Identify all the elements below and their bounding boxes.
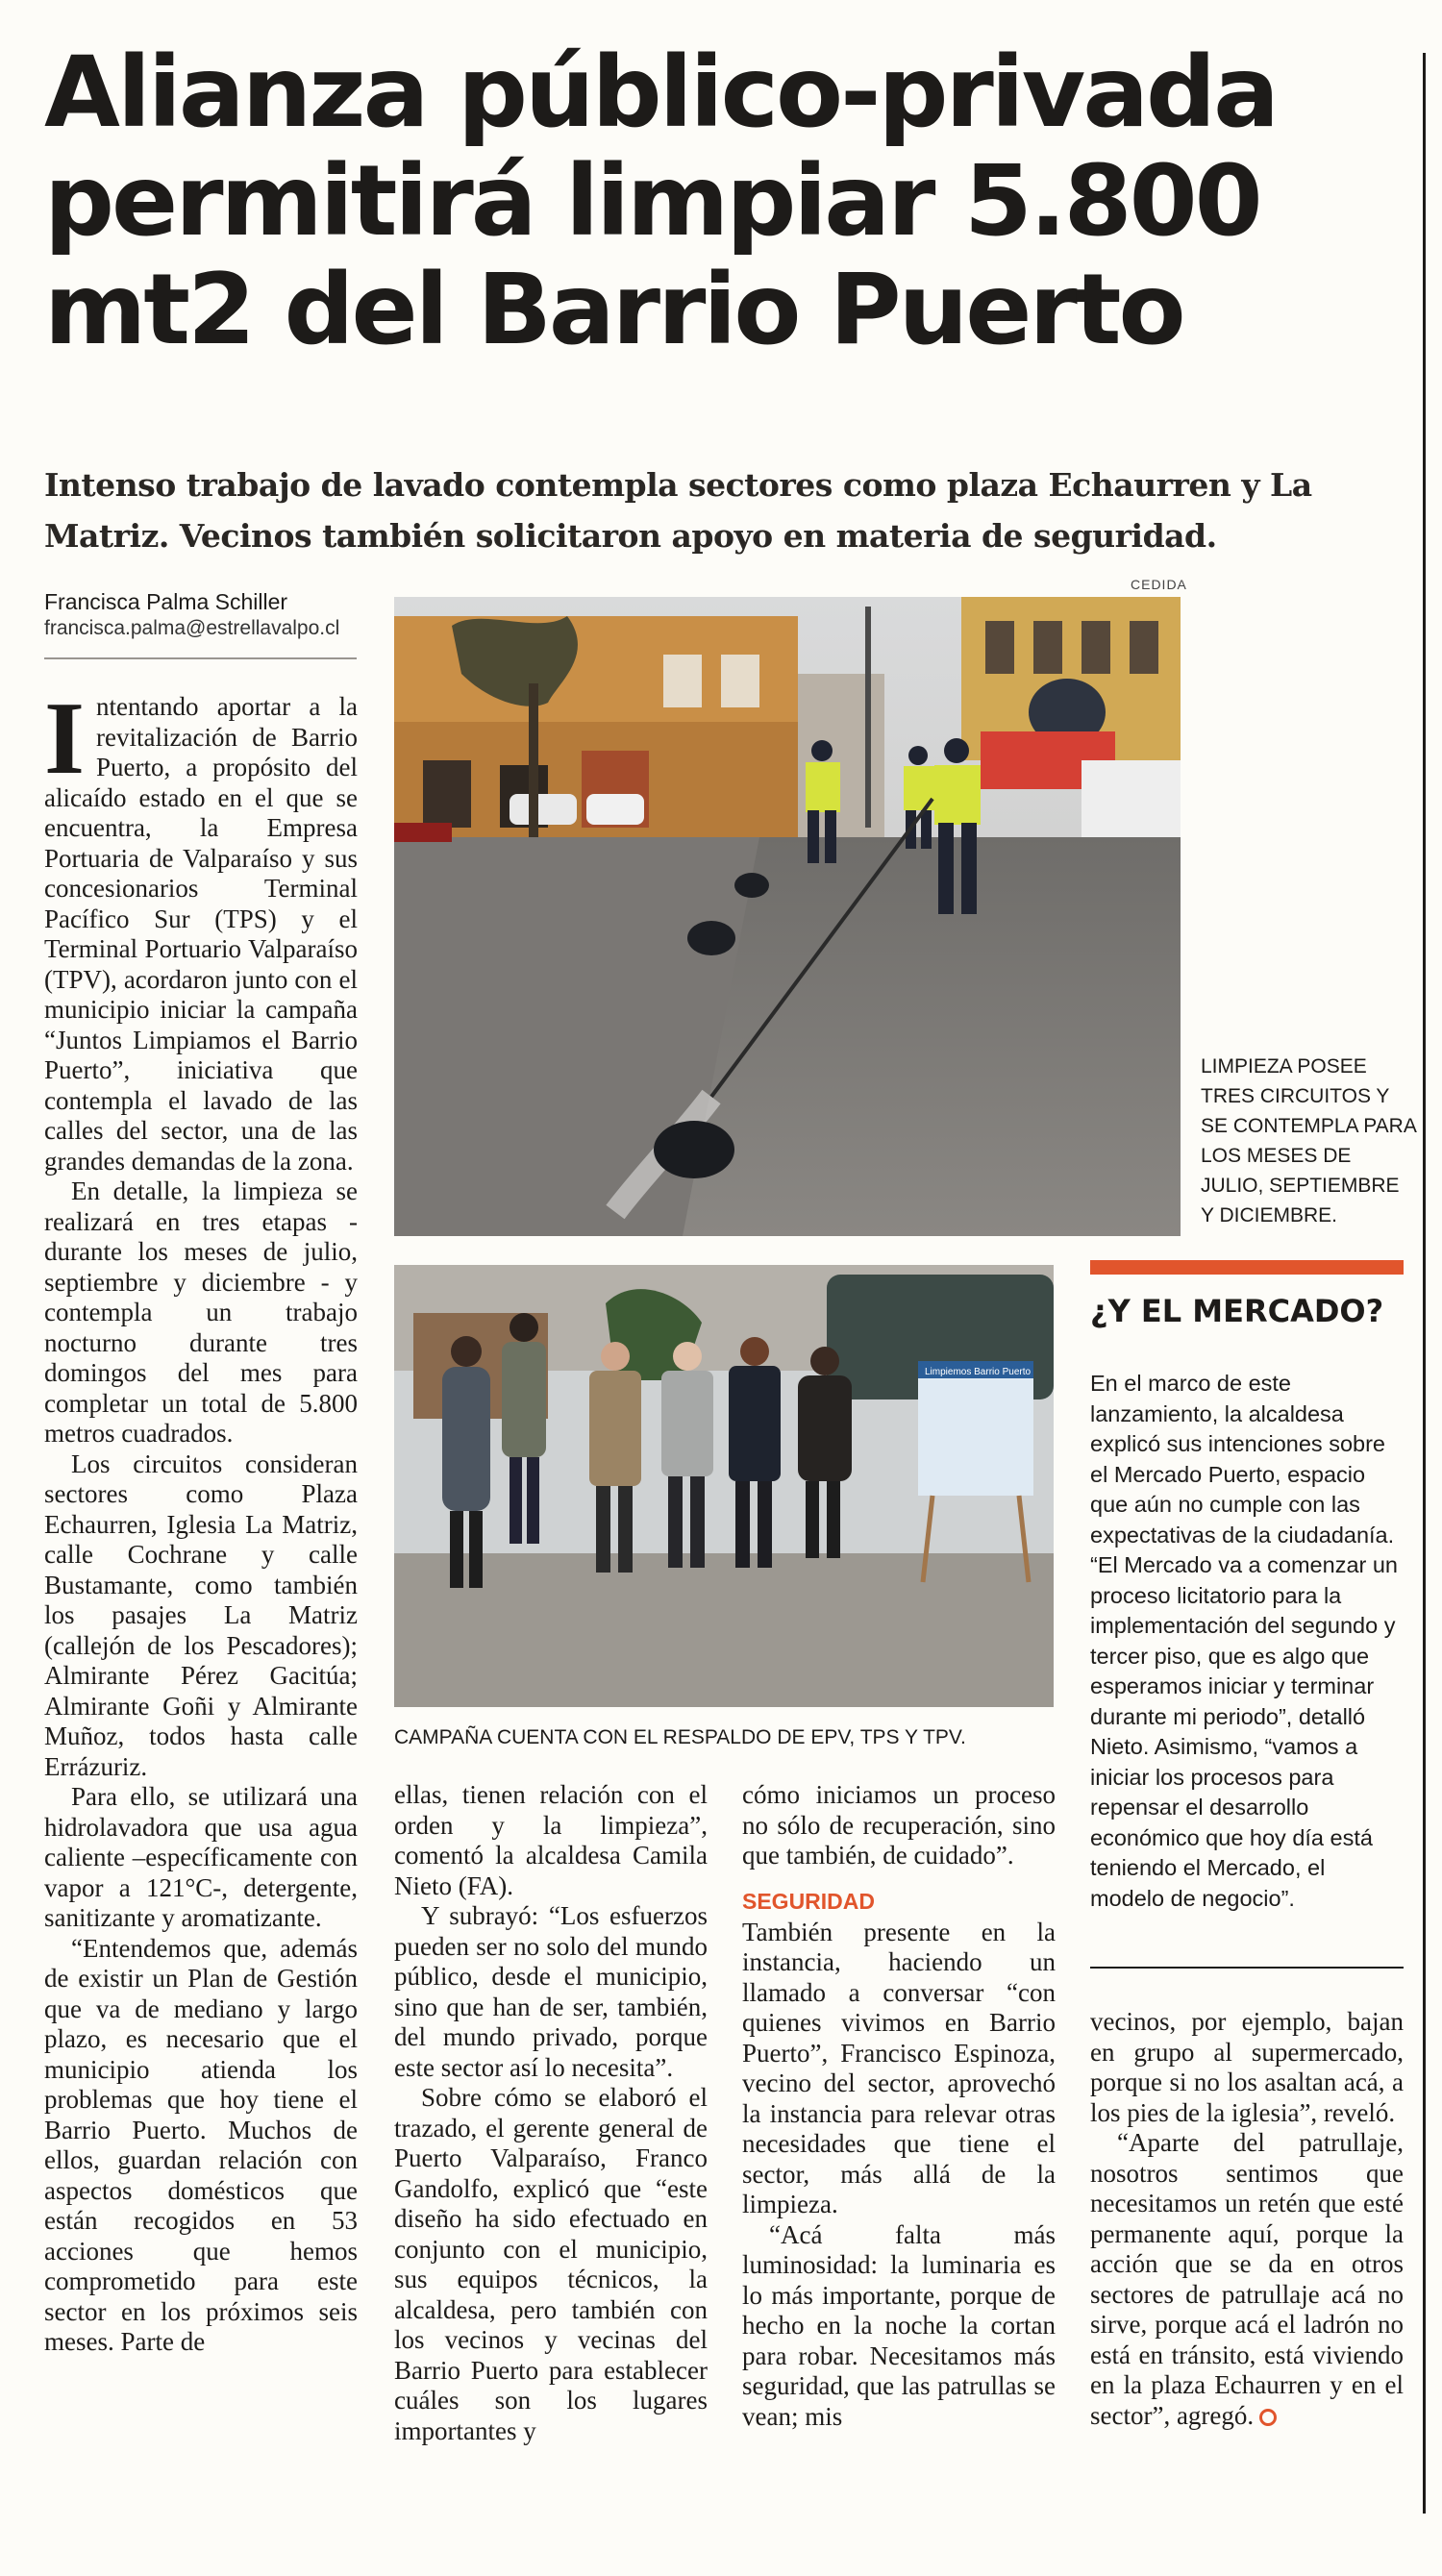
article-column-3 (742, 1780, 1056, 2432)
sidebar-text: En el marco de este lanzamiento, la alcaldesa explicó sus intenciones sobre el Mercado Puerto, espacio que aún no cumple con las expectativas de la ciudadanía. “El Mercado va a comenzar un proceso licitatorio para la implementación del segundo y tercer piso, que es algo que esperamos iniciar y terminar durante mi periodo”, detalló Nieto. Asimismo, “vamos a iniciar los procesos para repensar el desarrollo económico que hoy día está teniendo el Mercado, el modelo de negocio”. (1090, 1371, 1399, 1911)
headline: Alianza público-privada permitirá limpiar 5.800 mt2 del Barrio Puerto (44, 36, 1277, 367)
paragraph: “Acá falta más luminosidad: la luminaria es lo más importante, porque de hecho en la noche la cortan para robar. Necesitamos más seguridad, que las patrullas se vean; mis (742, 2219, 1056, 2431)
street-cleaning-illustration (394, 597, 1181, 1236)
photo-campaign-group (394, 1265, 1054, 1707)
sidebar-accent-bar (1090, 1260, 1404, 1275)
campaign-group-illustration (394, 1265, 1054, 1707)
bottom-photo-caption: CAMPAÑA CUENTA CON EL RESPALDO DE EPV, TPS Y TPV. (394, 1726, 966, 1748)
paragraph: vecinos, por ejemplo, bajan en grupo al supermercado, porque si no los asaltan acá, a los pies de la iglesia”, reveló. (1090, 2007, 1404, 2127)
paragraph: Sobre cómo se elaboró el trazado, el gerente general de Puerto Valparaíso, Franco Gandolfo, explicó que “este diseño ha sido efectuado en conjunto con el municipio, sus equipos técnicos, la alcaldesa, pero también con los vecinos y vecinas del Barrio Puerto para establecer cuáles son los lugares importantes y (394, 2083, 708, 2445)
byline-divider (44, 657, 357, 659)
paragraph: Y subrayó: “Los esfuerzos pueden ser no solo del mundo público, desde el municipio, sino que han de ser, también, del mundo privado, porque este sector así lo necesita”. (394, 1901, 708, 2082)
paragraph: cómo iniciamos un proceso no sólo de recuperación, sino que también, de cuidado”. (742, 1780, 1056, 1870)
byline (44, 588, 357, 642)
paragraph: “Entendemos que, además de existir un Plan de Gestión que va de mediano y largo plazo, es necesario que el municipio atienda los problemas que hoy tiene el Barrio Puerto. Muchos de ellos, guardan relación con aspectos domésticos que están recogidos en 53 acciones que hemos comprometido para este sector en los próximos seis meses. Parte de (44, 1933, 358, 2356)
photo-credit: CEDIDA (1131, 577, 1187, 592)
sidebar-title: ¿Y EL MERCADO? (1090, 1293, 1384, 1329)
paragraph: “Aparte del patrullaje, nosotros sentimos que necesitamos un retén que esté permanente aquí, porque la acción que se da en otros sectores de patrullaje acá no sirve, porque acá el ladrón no está en tránsito, está viviendo en la plaza Echaurren y en el sector”, agregó. (1090, 2128, 1404, 2430)
paragraph: ellas, tienen relación con el orden y la limpieza”, comentó la alcaldesa Camila Nieto (FA). (394, 1780, 708, 1900)
page-right-rule (1423, 53, 1426, 2514)
paragraph: También presente en la instancia, haciendo un llamado a conversar “con quienes vivimos en Barrio Puerto”, Francisco Espinoza, vecino del sector, aprovechó la instancia para relevar otras necesidades que tiene el sector, más allá de la limpieza. (742, 1917, 1056, 2218)
paragraph: Para ello, se utilizará una hidrolavadora que usa agua caliente –específicamente con vapor a 121°C-, detergente, sanitizante y aromatizante. (44, 1782, 358, 1932)
photo-street-cleaning (394, 597, 1181, 1236)
author-name: Francisca Palma Schiller (44, 589, 288, 614)
sidebar-bottom-rule (1090, 1967, 1404, 1969)
paragraph: Intentando aportar a la revitalización de Barrio Puerto, a propósito del alicaído estado en el que se encuentra, la Empresa Portuaria de Valparaíso y sus concesionarios Terminal Pacífico Sur (TPS) y el Terminal Portuario Valparaíso (TPV), acordaron junto con el municipio iniciar la campaña “Juntos Limpiamos el Barrio Puerto”, iniciativa que contempla el lavado de las calles del sector, una de las grandes demandas de la zona. (44, 681, 358, 1176)
end-mark-icon (1259, 2409, 1277, 2426)
sign-label: Limpiemos Barrio Puerto (925, 1367, 1032, 1377)
article-column-4 (1090, 2007, 1404, 2431)
subtitle: Intenso trabajo de lavado contempla sectores como plaza Echaurren y La Matriz. Vecinos también solicitaron apoyo en materia de seguridad. (44, 466, 1312, 555)
paragraph: En detalle, la limpieza se realizará en tres etapas - durante los meses de julio, septiembre y diciembre - y contempla un trabajo nocturno durante tres domingos del mes para completar un total de 5.800 metros cuadrados. (44, 1177, 358, 1448)
article-column-1 (44, 681, 358, 2358)
paragraph: Los circuitos consideran sectores como Plaza Echaurren, Iglesia La Matriz, calle Cochrane y calle Bustamante, como también los pasajes La Matriz (callejón de los Pescadores); Almirante Pérez Gacitúa; Almirante Goñi y Almirante Muñoz, todos hasta calle Errázuriz. (44, 1449, 358, 1781)
section-heading: SEGURIDAD (742, 1888, 876, 1914)
top-photo-caption: LIMPIEZA POSEE TRES CIRCUITOS Y SE CONTEMPLA PARA LOS MESES DE JULIO, SEPTIEMBRE Y DICIEMBRE. (1201, 1055, 1416, 1226)
dropcap: I (44, 681, 86, 796)
article-column-2 (394, 1780, 708, 2446)
author-email[interactable]: francisca.palma@estrellavalpo.cl (44, 617, 340, 639)
